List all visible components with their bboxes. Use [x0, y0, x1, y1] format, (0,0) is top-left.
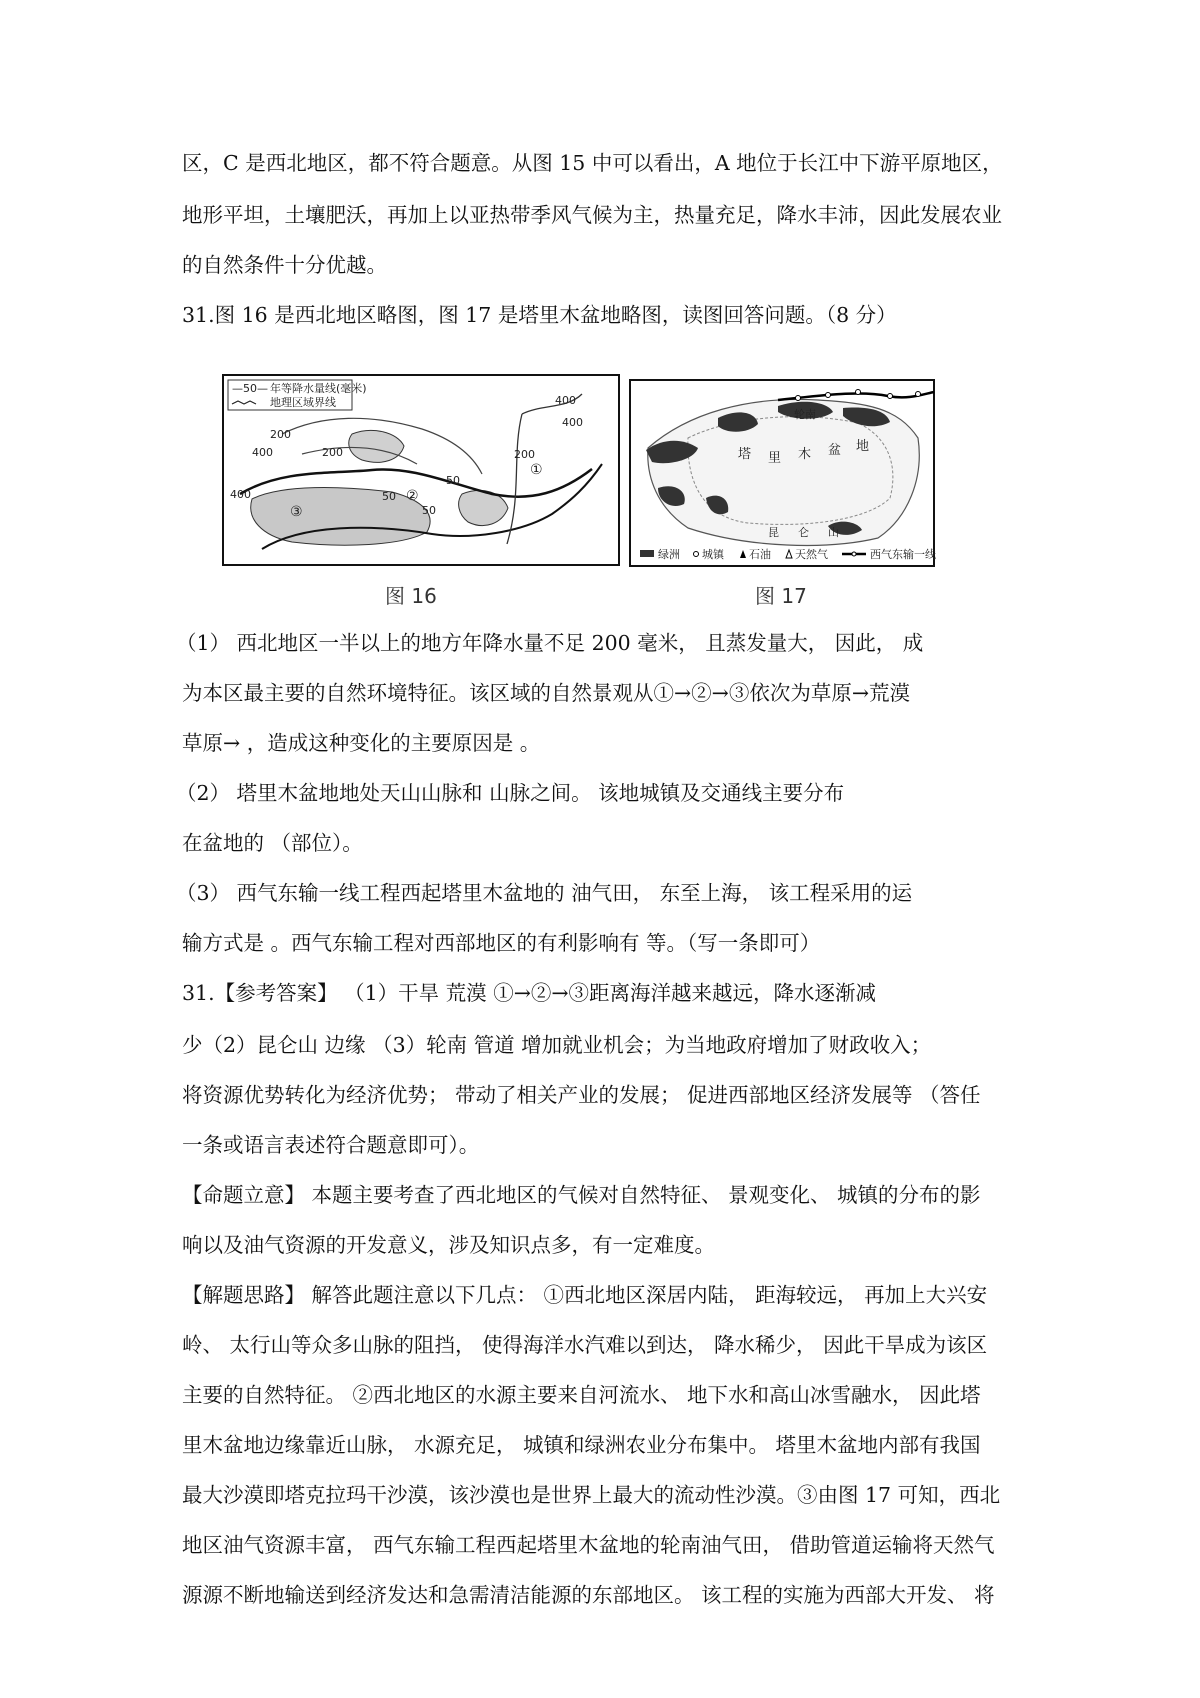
figure-16-map	[222, 374, 620, 566]
mountain-label: 昆	[768, 526, 779, 539]
analysis-line: 主要的自然特征。 ②西北地区的水源主要来自河流水、 地下水和高山冰雪融水， 因此塔	[182, 1383, 981, 1407]
question-3-line: 输方式是 。西气东输工程对西部地区的有利影响有 等。（写一条即可）	[182, 931, 821, 955]
place-lunnan: 轮南	[794, 408, 816, 421]
isohyet-label: 400	[230, 488, 251, 501]
mountain-label: 山	[828, 526, 839, 539]
mountain-label: 仑	[798, 526, 809, 539]
legend-isohyet: 年等降水量线(毫米)	[270, 382, 367, 395]
analysis-line: 【解题思路】 解答此题注意以下几点： ①西北地区深居内陆， 距海较远， 再加上大兴安	[182, 1283, 988, 1307]
isohyet-label: 200	[270, 428, 291, 441]
answer-line: 一条或语言表述符合题意即可）。	[182, 1133, 480, 1157]
analysis-line: 最大沙漠即塔克拉玛干沙漠，该沙漠也是世界上最大的流动性沙漠。③由图 17 可知，西北	[182, 1483, 1001, 1507]
analysis-line: 地区油气资源丰富， 西气东输工程西起塔里木盆地的轮南油气田， 借助管道运输将天然气	[182, 1533, 995, 1557]
question-heading: 31.图 16 是西北地区略图，图 17 是塔里木盆地略图，读图回答问题。（8 分）	[182, 303, 897, 327]
analysis-line: 岭、 太行山等众多山脉的阻挡， 使得海洋水汽难以到达， 降水稀少， 因此干旱成为该区	[182, 1333, 988, 1357]
question-1-line: （1） 西北地区一半以上的地方年降水量不足 200 毫米， 且蒸发量大， 因此， 成	[176, 631, 924, 655]
legend-pipeline: 西气东输一线	[870, 548, 936, 561]
basin-label: 木	[798, 447, 812, 462]
basin-label: 盆	[828, 443, 842, 458]
isohyet-label: 50	[382, 490, 396, 503]
region-label-3: ③	[290, 504, 303, 520]
answer-line: 少（2）昆仑山 边缘 （3）轮南 管道 增加就业机会；为当地政府增加了财政收入；	[182, 1033, 932, 1057]
legend-boundary: 地理区域界线	[270, 396, 336, 409]
isohyet-label: 200	[514, 448, 535, 461]
region-label-1: ①	[530, 462, 543, 478]
isohyet-label: 400	[555, 394, 576, 407]
figure-17-caption: 图 17	[755, 584, 807, 608]
question-2-line: （2） 塔里木盆地地处天山山脉和 山脉之间。 该地城镇及交通线主要分布	[176, 781, 845, 805]
basin-label: 地	[856, 439, 870, 454]
isohyet-label: 50	[446, 474, 460, 487]
legend-gas: 天然气	[795, 548, 828, 561]
text-line: 的自然条件十分优越。	[182, 253, 387, 277]
basin-label: 塔	[738, 447, 752, 462]
basin-label: 里	[768, 451, 782, 466]
isohyet-label: 400	[252, 446, 273, 459]
legend-oil: 石油	[749, 548, 771, 561]
question-1-line: 草原→ ，造成这种变化的主要原因是 。	[182, 731, 541, 755]
figure-16-caption: 图 16	[385, 584, 437, 608]
text-line: 区，C 是西北地区，都不符合题意。从图 15 中可以看出，A 地位于长江中下游平原地区，	[182, 151, 1003, 175]
question-1-line: 为本区最主要的自然环境特征。该区域的自然景观从①→②→③依次为草原→荒漠	[182, 681, 911, 705]
region-label-2: ②	[406, 488, 419, 504]
analysis-line: 里木盆地边缘靠近山脉， 水源充足， 城镇和绿洲农业分布集中。 塔里木盆地内部有我国	[182, 1433, 981, 1457]
legend-oasis: 绿洲	[658, 548, 680, 561]
answer-line: 将资源优势转化为经济优势； 带动了相关产业的发展； 促进西部地区经济发展等 （答任	[182, 1083, 981, 1107]
intent-line: 【命题立意】 本题主要考查了西北地区的气候对自然特征、 景观变化、 城镇的分布的影	[182, 1183, 981, 1207]
legend-marker: —50—	[232, 382, 268, 395]
question-2-line: 在盆地的 （部位）。	[182, 831, 363, 855]
intent-line: 响以及油气资源的开发意义，涉及知识点多，有一定难度。	[182, 1233, 715, 1257]
isohyet-label: 50	[422, 504, 436, 517]
figure-17-map	[628, 378, 936, 568]
text-line: 地形平坦，土壤肥沃，再加上以亚热带季风气候为主，热量充足，降水丰沛，因此发展农业	[182, 203, 1002, 227]
analysis-line: 源源不断地输送到经济发达和急需清洁能源的东部地区。 该工程的实施为西部大开发、 将	[182, 1583, 995, 1607]
answer-line: 31.【参考答案】 （1）干旱 荒漠 ①→②→③距离海洋越来越远，降水逐渐减	[182, 981, 877, 1005]
isohyet-label: 400	[562, 416, 583, 429]
isohyet-label: 200	[322, 446, 343, 459]
legend-town: 城镇	[702, 548, 724, 561]
question-3-line: （3） 西气东输一线工程西起塔里木盆地的 油气田， 东至上海， 该工程采用的运	[176, 881, 913, 905]
